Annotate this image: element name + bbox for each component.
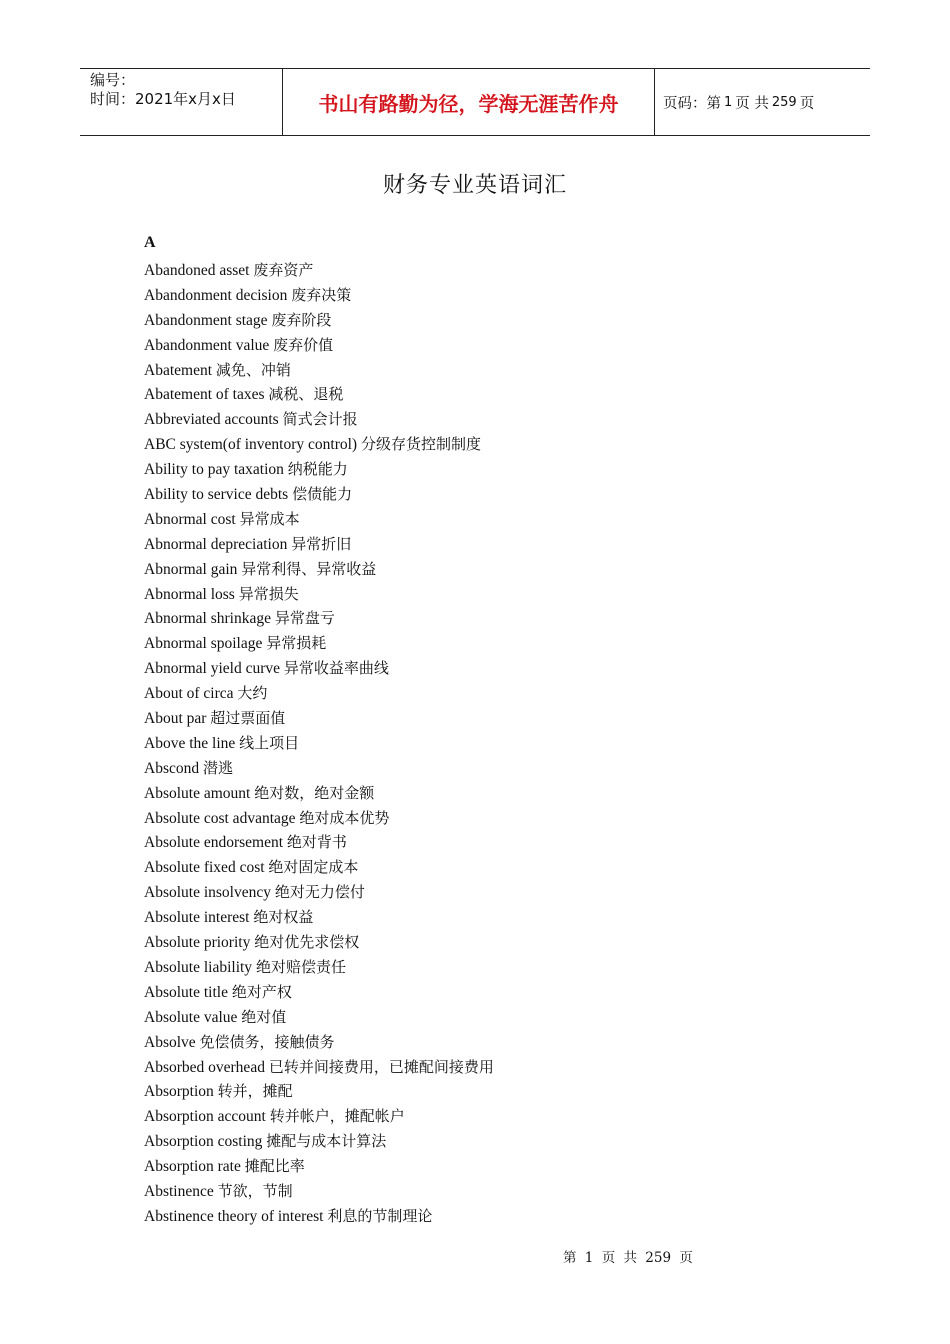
entry-translation: 免偿债务，接触债务 xyxy=(199,1032,335,1051)
glossary-entry xyxy=(144,582,494,607)
entry-translation: 线上项目 xyxy=(239,733,300,752)
glossary-entry xyxy=(144,1005,494,1030)
glossary-entry xyxy=(144,706,494,731)
entry-translation: 转并，摊配 xyxy=(217,1082,293,1101)
glossary-entry xyxy=(144,258,494,283)
entry-translation: 分级存货控制制度 xyxy=(360,435,481,454)
glossary-entry xyxy=(144,382,494,407)
entry-term: Absolute amount xyxy=(144,784,251,802)
page-current: 1 xyxy=(724,94,733,110)
section-letter: A xyxy=(144,234,156,251)
glossary-entry xyxy=(144,1079,494,1104)
glossary-entry xyxy=(144,432,494,457)
entry-translation: 废弃资产 xyxy=(253,261,314,279)
entry-term: Absolute interest xyxy=(144,909,250,927)
page-footer xyxy=(563,1246,693,1266)
glossary-entry xyxy=(144,1030,494,1055)
footer-suffix: 页 xyxy=(679,1250,693,1266)
glossary-entry xyxy=(144,756,494,781)
glossary-entry xyxy=(144,333,494,358)
entry-term: About par xyxy=(144,710,207,728)
entry-term: Absorption costing xyxy=(144,1133,263,1151)
entry-translation: 摊配与成本计算法 xyxy=(266,1132,387,1151)
entry-term: ABC system(of inventory control) xyxy=(144,436,358,454)
page-suffix: 页 xyxy=(799,95,815,112)
entry-term: Abnormal cost xyxy=(144,510,236,528)
entry-translation: 绝对无力偿付 xyxy=(274,883,365,902)
glossary-entry xyxy=(144,880,494,905)
entry-term: Absolute endorsement xyxy=(144,834,284,852)
glossary-entry xyxy=(144,781,494,806)
entry-term: Absolute title xyxy=(144,983,228,1001)
entry-term: Abandonment value xyxy=(144,336,270,354)
entry-term: Absolve xyxy=(144,1033,196,1051)
glossary-entry xyxy=(144,980,494,1005)
entry-translation: 绝对值 xyxy=(241,1007,287,1026)
glossary-entry xyxy=(144,855,494,880)
glossary-entry xyxy=(144,308,494,333)
entry-term: About of circa xyxy=(144,685,234,703)
entry-translation: 偿债能力 xyxy=(292,485,353,504)
footer-prefix: 第 xyxy=(563,1250,577,1266)
entry-term: Absolute cost advantage xyxy=(144,809,296,827)
entry-term: Abandoned asset xyxy=(144,262,250,279)
glossary-entry xyxy=(144,407,494,432)
glossary-entry xyxy=(144,656,494,681)
header-motto: 书山有路勤为径，学海无涯苦作舟 xyxy=(282,69,655,135)
glossary-entry xyxy=(144,631,494,656)
entry-translation: 利息的节制理论 xyxy=(327,1206,433,1225)
entry-term: Ability to service debts xyxy=(144,486,289,504)
glossary-entry xyxy=(144,482,494,507)
entry-term: Ability to pay taxation xyxy=(144,461,284,479)
entry-translation: 废弃决策 xyxy=(291,285,352,304)
glossary-entry xyxy=(144,681,494,706)
footer-current: 1 xyxy=(584,1250,594,1266)
entry-translation: 异常利得、异常收益 xyxy=(241,559,377,578)
entry-term: Absorbed overhead xyxy=(144,1058,265,1076)
entry-term: Abnormal gain xyxy=(144,560,238,578)
entry-term: Absolute value xyxy=(144,1008,238,1026)
entry-term: Abstinence xyxy=(144,1182,214,1200)
entry-term: Abnormal yield curve xyxy=(144,660,281,678)
entry-term: Absorption rate xyxy=(144,1158,241,1176)
glossary-entry xyxy=(144,830,494,855)
header-page-info xyxy=(655,69,870,135)
glossary-entry xyxy=(144,457,494,482)
glossary-entry xyxy=(144,1055,494,1080)
glossary-entry xyxy=(144,731,494,756)
entry-term: Abnormal depreciation xyxy=(144,535,288,553)
header-meta xyxy=(80,69,282,135)
glossary-entry xyxy=(144,557,494,582)
entry-translation: 异常损失 xyxy=(238,584,299,603)
glossary-list xyxy=(144,258,494,1229)
entry-translation: 废弃价值 xyxy=(273,335,334,354)
entry-translation: 大约 xyxy=(237,684,268,703)
glossary-entry xyxy=(144,606,494,631)
entry-term: Abatement of taxes xyxy=(144,386,265,404)
entry-term: Absolute priority xyxy=(144,934,251,952)
entry-translation: 异常成本 xyxy=(239,509,300,528)
glossary-entry xyxy=(144,1154,494,1179)
entry-translation: 节欲，节制 xyxy=(217,1181,293,1200)
entry-translation: 异常收益率曲线 xyxy=(283,659,389,678)
entry-term: Abstinence theory of interest xyxy=(144,1207,324,1225)
glossary-entry xyxy=(144,283,494,308)
footer-total: 259 xyxy=(645,1250,672,1266)
glossary-entry xyxy=(144,1179,494,1204)
entry-translation: 转并帐户，摊配帐户 xyxy=(269,1107,405,1126)
entry-translation: 异常损耗 xyxy=(266,634,327,653)
entry-translation: 绝对数，绝对金额 xyxy=(254,783,375,802)
entry-translation: 纳税能力 xyxy=(287,460,348,479)
page-header xyxy=(80,68,870,136)
entry-term: Abnormal shrinkage xyxy=(144,610,271,628)
entry-term: Above the line xyxy=(144,734,236,752)
glossary-entry xyxy=(144,1204,494,1229)
entry-translation: 绝对优先求偿权 xyxy=(254,933,360,952)
entry-translation: 潜逃 xyxy=(202,758,233,777)
page-total: 259 xyxy=(771,94,797,110)
time-label: 时间：2021年x月x日 xyxy=(90,90,236,108)
number-label: 编号： xyxy=(90,71,136,89)
entry-translation: 超过票面值 xyxy=(210,709,286,728)
entry-translation: 绝对权益 xyxy=(253,908,314,927)
glossary-entry xyxy=(144,806,494,831)
glossary-entry xyxy=(144,358,494,383)
entry-translation: 减免、冲销 xyxy=(215,360,291,379)
entry-term: Abscond xyxy=(144,759,200,777)
entry-term: Absolute fixed cost xyxy=(144,859,265,877)
glossary-entry xyxy=(144,1129,494,1154)
entry-term: Abandonment stage xyxy=(144,311,268,329)
entry-translation: 异常折旧 xyxy=(291,534,352,553)
entry-term: Abbreviated accounts xyxy=(144,411,279,429)
entry-translation: 减税、退税 xyxy=(268,385,344,404)
entry-term: Abandonment decision xyxy=(144,286,288,304)
glossary-entry xyxy=(144,930,494,955)
entry-term: Abnormal spoilage xyxy=(144,635,263,653)
entry-term: Absorption xyxy=(144,1083,214,1101)
glossary-entry xyxy=(144,955,494,980)
entry-term: Abatement xyxy=(144,361,213,379)
glossary-entry xyxy=(144,1104,494,1129)
entry-translation: 绝对背书 xyxy=(286,833,347,852)
entry-translation: 废弃阶段 xyxy=(271,310,332,329)
entry-term: Absorption account xyxy=(144,1108,266,1126)
entry-translation: 绝对成本优势 xyxy=(299,808,390,827)
entry-translation: 简式会计报 xyxy=(282,410,358,429)
entry-translation: 异常盘亏 xyxy=(274,609,335,628)
glossary-entry xyxy=(144,905,494,930)
document-title: 财务专业英语词汇 xyxy=(382,173,567,198)
page-prefix: 页码：第 xyxy=(663,95,721,112)
glossary-entry xyxy=(144,532,494,557)
entry-translation: 摊配比率 xyxy=(244,1157,305,1176)
entry-translation: 绝对赔偿责任 xyxy=(255,957,346,976)
glossary-entry xyxy=(144,507,494,532)
page-mid: 页 共 xyxy=(735,95,769,112)
entry-term: Absolute liability xyxy=(144,958,253,976)
entry-translation: 已转并间接费用，已摊配间接费用 xyxy=(268,1057,494,1076)
footer-mid: 页 共 xyxy=(601,1250,637,1266)
entry-term: Abnormal loss xyxy=(144,585,235,603)
entry-translation: 绝对产权 xyxy=(231,982,292,1001)
entry-term: Absolute insolvency xyxy=(144,884,271,902)
entry-translation: 绝对固定成本 xyxy=(268,858,359,877)
